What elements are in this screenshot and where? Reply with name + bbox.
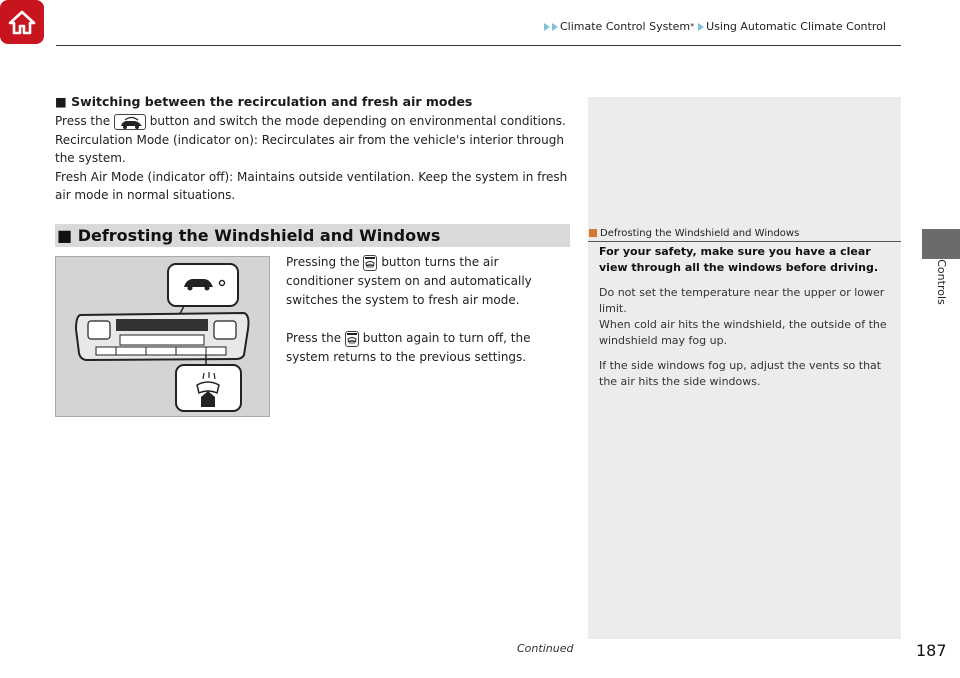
text-fragment: Press the (286, 331, 342, 345)
note-paragraph-temperature (599, 285, 895, 349)
side-tab-label[interactable]: Controls (935, 259, 948, 305)
section-bar-defrosting (55, 224, 570, 247)
breadcrumb-item-automatic-climate[interactable]: Using Automatic Climate Control (706, 20, 886, 33)
front-defrost-button-icon (345, 331, 359, 347)
front-defrost-button-icon (363, 255, 377, 271)
recirc-mode-description: Recirculation Mode (indicator on): Recirculates air from the vehicle's interior through the system. (55, 132, 564, 166)
continued-label: Continued (517, 642, 574, 655)
text-fragment: Press the (55, 114, 111, 128)
breadcrumb-arrow-icon (552, 23, 558, 31)
climate-panel-illustration (55, 256, 270, 417)
fresh-mode-description: Fresh Air Mode (indicator off): Maintains outside ventilation. Keep the system in fresh air mode in normal situations. (55, 169, 568, 203)
recirculation-button-icon (114, 114, 146, 130)
text-fragment: button turns the air conditioner system on and automatically switches the system to fresh air mode. (286, 255, 532, 307)
defrost-paragraph-1 (286, 253, 566, 310)
sidebar-note-title (588, 225, 901, 241)
note-marker-icon (589, 229, 597, 237)
sidebar-note-body (599, 244, 895, 399)
text-fragment: button again to turn off, the system returns to the previous settings. (286, 331, 531, 364)
sidebar-note-rule (588, 241, 901, 242)
breadcrumb-arrow-icon (544, 23, 550, 31)
text-fragment: When cold air hits the windshield, the outside of the windshield may fog up. (599, 318, 887, 347)
breadcrumb-item-climate-control[interactable]: Climate Control System (560, 20, 691, 33)
header-rule (56, 45, 901, 46)
safety-warning: For your safety, make sure you have a clear view through all the windows before driving. (599, 245, 879, 274)
page-number: 187 (916, 641, 947, 660)
recirc-instruction (55, 112, 580, 131)
text-fragment: Pressing the (286, 255, 360, 269)
section-heading-recirculation: ■ Switching between the recirculation and fresh air modes (55, 94, 473, 109)
breadcrumb (544, 20, 886, 33)
home-button[interactable] (0, 0, 44, 44)
section-heading-defrosting: ■ Defrosting the Windshield and Windows (57, 226, 441, 245)
breadcrumb-arrow-icon (698, 23, 704, 31)
text-fragment: Do not set the temperature near the upper or lower limit. (599, 286, 885, 315)
note-title-text: Defrosting the Windshield and Windows (600, 227, 800, 239)
note-paragraph-side-windows: If the side windows fog up, adjust the vents so that the air hits the side windows. (599, 359, 882, 388)
breadcrumb-asterisk: * (690, 22, 695, 31)
section-body-recirculation (55, 112, 580, 205)
home-icon (7, 7, 37, 37)
text-fragment: button and switch the mode depending on environmental conditions. (149, 114, 566, 128)
section-body-defrosting (286, 253, 566, 367)
defrost-paragraph-2 (286, 329, 566, 367)
